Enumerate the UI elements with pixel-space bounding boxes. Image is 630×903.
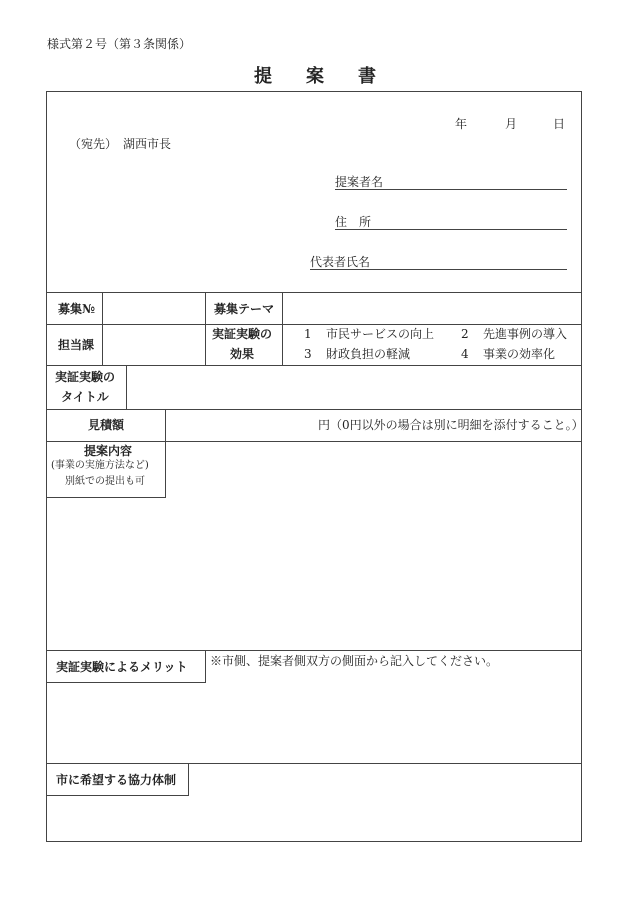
merit-label: 実証実験によるメリット xyxy=(56,660,188,674)
effect-label-line1: 実証実験の xyxy=(212,327,273,341)
proposer-address-field[interactable] xyxy=(335,229,567,230)
experiment-title-field[interactable] xyxy=(128,366,580,408)
date-day-label: 日 xyxy=(553,117,566,131)
content-note: 別紙での提出も可 xyxy=(65,476,145,487)
merit-note: ※市側、提案者側双方の側面から記入してください。 xyxy=(210,654,499,668)
effect-option-2[interactable]: 先進事例の導入 xyxy=(483,327,568,341)
addressee: （宛先） 湖西市長 xyxy=(69,137,172,151)
effect-option-1-number: 1 xyxy=(304,327,312,341)
effect-option-2-number: 2 xyxy=(461,327,469,341)
effect-option-3[interactable]: 財政負担の軽減 xyxy=(326,347,411,361)
effect-option-3-number: 3 xyxy=(304,347,312,361)
recruit-no-label: 募集№ xyxy=(58,302,96,316)
effect-option-1[interactable]: 市民サービスの向上 xyxy=(326,327,435,341)
content-field[interactable] xyxy=(49,500,579,648)
content-subtitle: (事業の実施方法など) xyxy=(51,460,149,471)
recruit-theme-label: 募集テーマ xyxy=(214,302,275,316)
estimate-label: 見積額 xyxy=(88,418,125,432)
department-label: 担当課 xyxy=(58,338,95,352)
effect-label-line2: 効果 xyxy=(230,347,255,361)
document-title: 提案書 xyxy=(254,66,410,87)
effect-option-4[interactable]: 事業の効率化 xyxy=(483,347,556,361)
cooperation-field[interactable] xyxy=(49,798,579,840)
content-title: 提案内容 xyxy=(84,444,133,458)
date-month-label: 月 xyxy=(505,117,518,131)
proposer-name-field[interactable] xyxy=(335,189,567,190)
department-field[interactable] xyxy=(104,325,204,364)
effect-option-4-number: 4 xyxy=(461,347,469,361)
representative-field[interactable] xyxy=(310,269,567,270)
experiment-title-label-line1: 実証実験の xyxy=(55,370,116,384)
date-year-label: 年 xyxy=(455,117,468,131)
representative-label: 代表者氏名 xyxy=(310,255,371,269)
experiment-title-label-line2: タイトル xyxy=(61,390,109,404)
cooperation-label: 市に希望する協力体制 xyxy=(56,773,177,787)
proposal-form xyxy=(46,91,582,842)
proposer-address-label: 住 所 xyxy=(335,215,372,229)
recruit-theme-field[interactable] xyxy=(284,293,580,323)
merit-field[interactable] xyxy=(49,685,579,761)
form-number: 様式第２号（第３条関係） xyxy=(47,37,192,51)
estimate-note: 円（0円以外の場合は別に明細を添付すること。） xyxy=(318,418,584,432)
recruit-no-field[interactable] xyxy=(104,293,204,323)
proposer-name-label: 提案者名 xyxy=(335,175,384,189)
